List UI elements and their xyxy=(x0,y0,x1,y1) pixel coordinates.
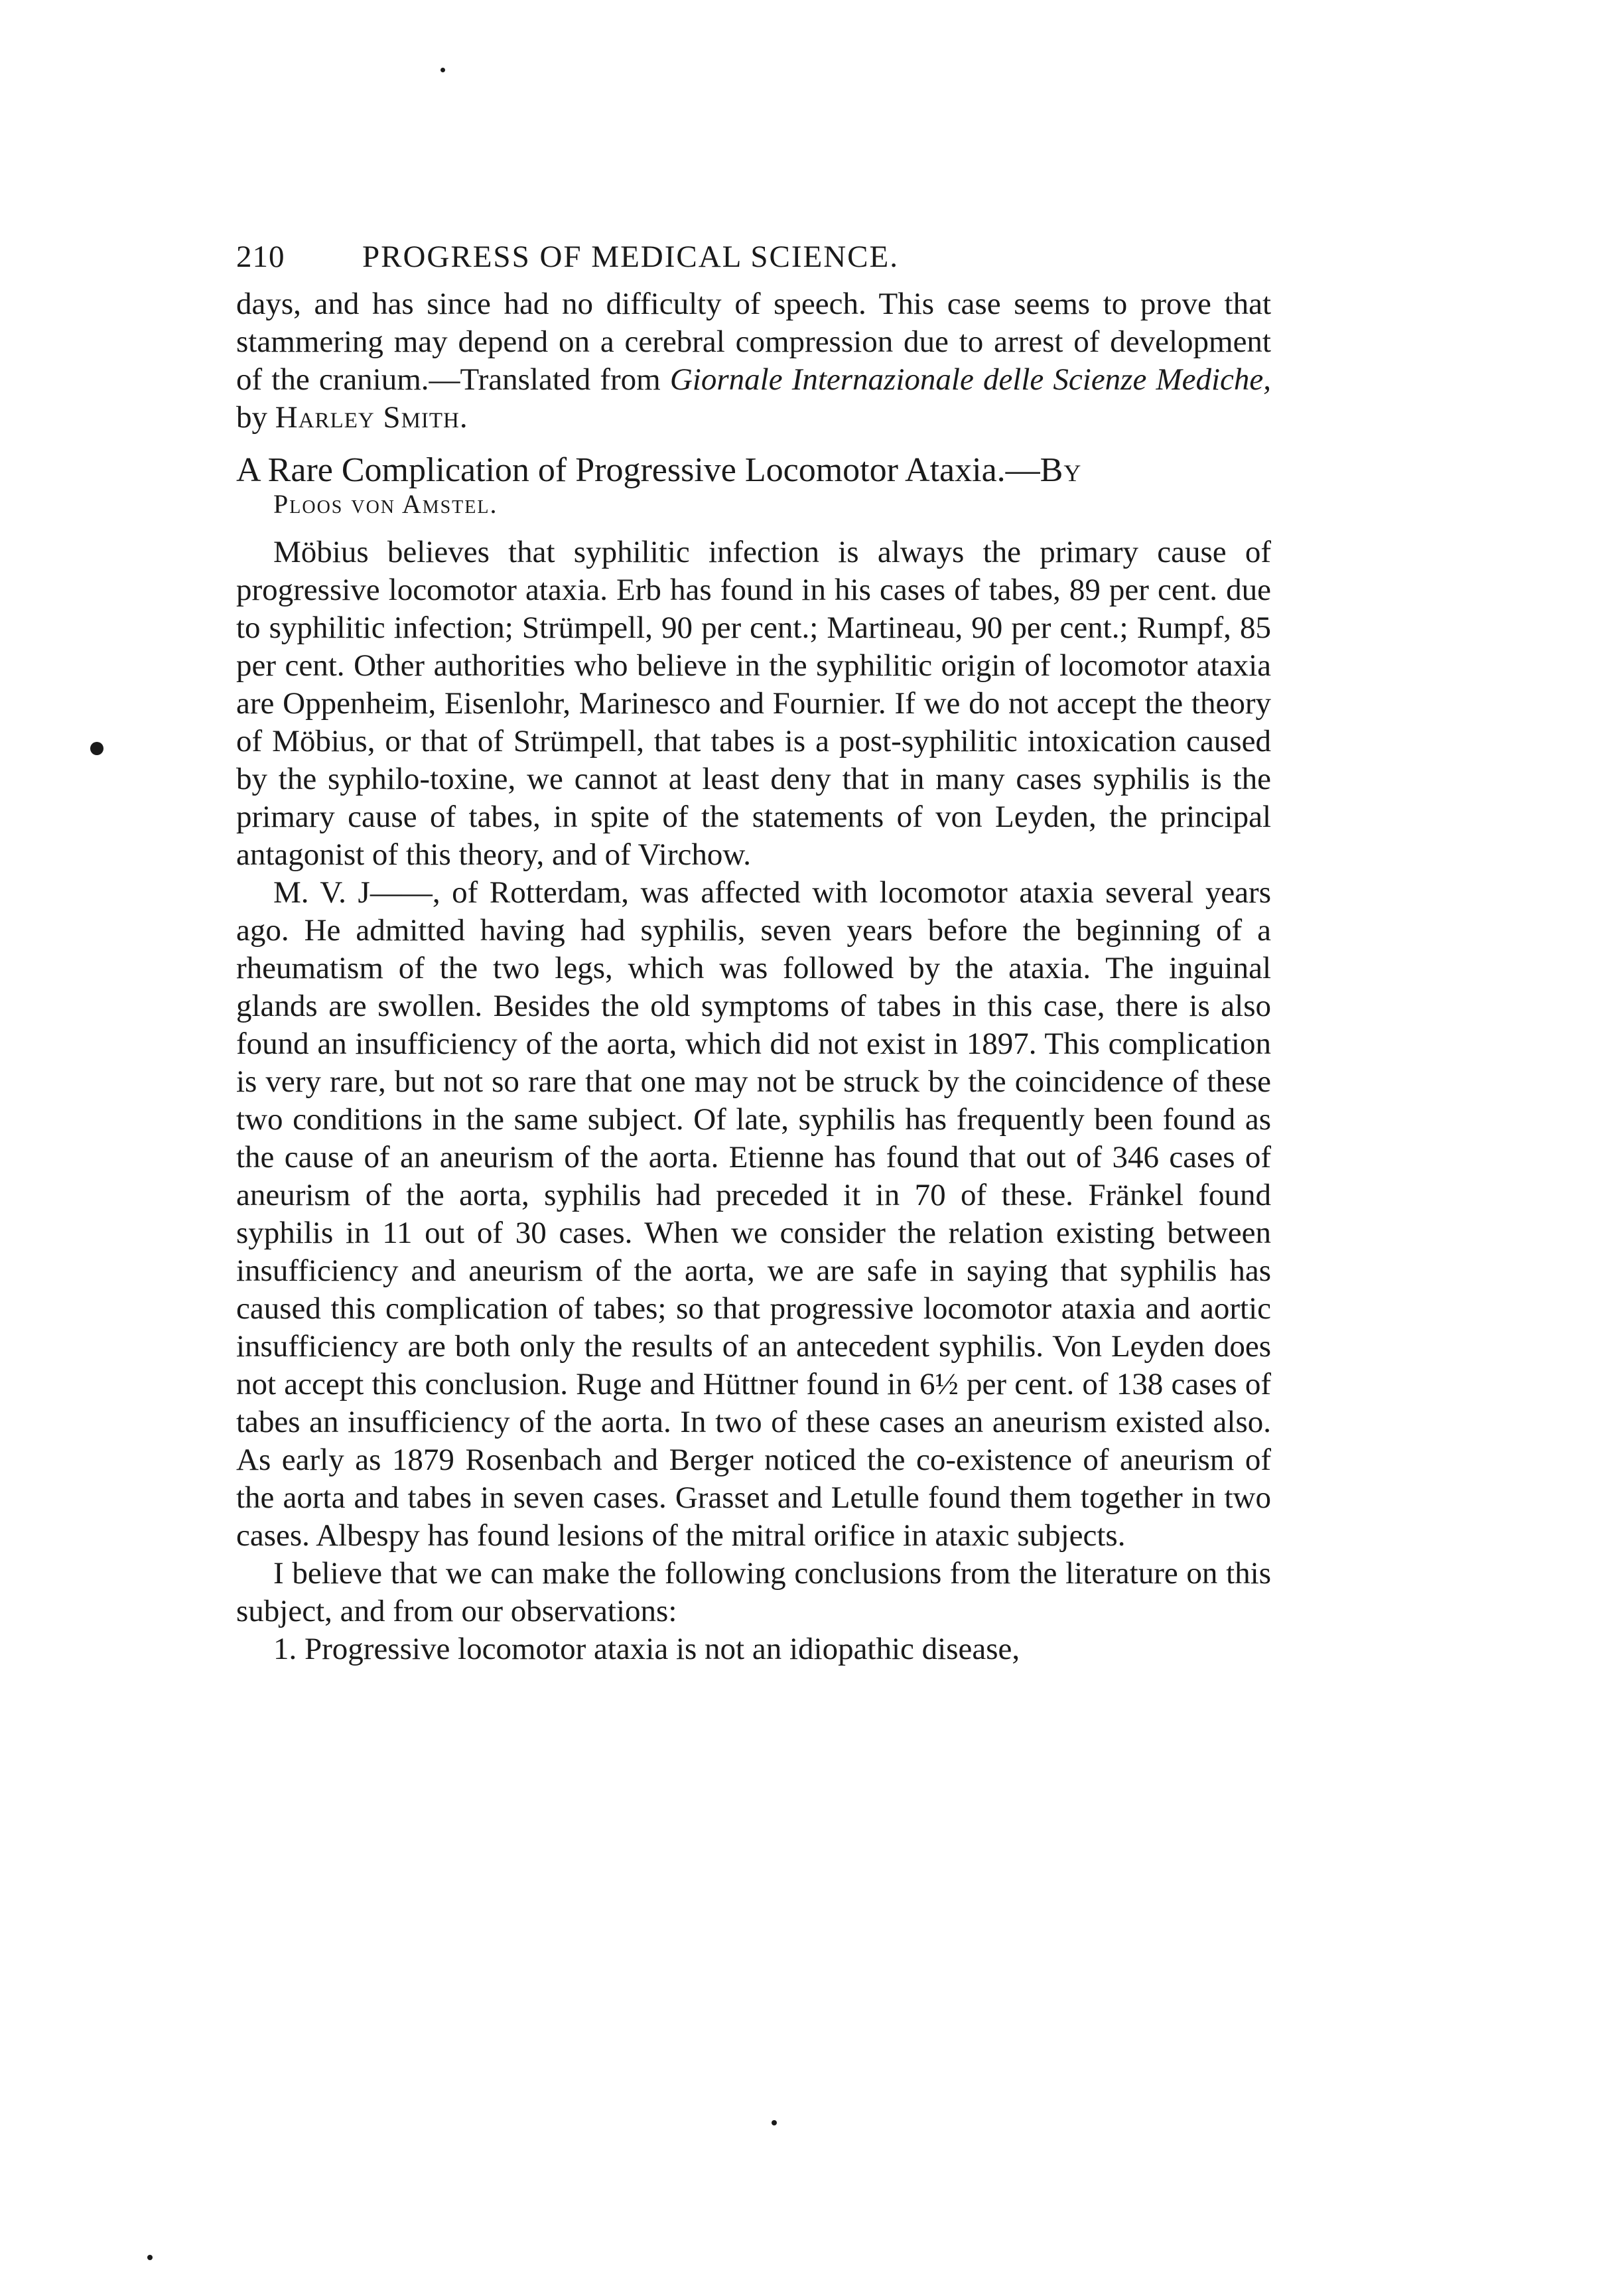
article-title: A Rare Complication of Progressive Locomotor Ataxia.— xyxy=(236,451,1040,489)
byline-by: By xyxy=(1040,451,1082,489)
source-journal: Giornale Internazionale delle Scienze Mediche, xyxy=(669,362,1271,397)
body-paragraph-3: I believe that we can make the following conclusions from the literature on this subject, and from our observations: xyxy=(236,1556,1271,1628)
page-number: 210 xyxy=(236,240,285,274)
body-paragraph-1: Möbius believes that syphilitic infection is always the primary cause of progressive locomotor ataxia. Erb has found in his cases of tabes, 89 per cent. due to syphilitic infection; Strümpell, 90 per cent.; Martineau, 90 per cent.; Rumpf, 85 per cent. Other authorities who believe in the syphilitic origin of locomotor ataxia are Oppenheim, Eisenlohr, Marinesco and Fournier. If we do not accept the theory of Möbius, or that of Strümpell, that tabes is a post-syphilitic intoxication caused by the syphilo-toxine, we cannot at least deny that in many cases syphilis is the primary cause of tabes, in spite of the statements of von Leyden, the principal antagonist of this theory, and of Virchow. xyxy=(236,535,1271,872)
ink-speck-corner xyxy=(147,2255,153,2260)
body-paragraph-2: M. V. J——, of Rotterdam, was affected with locomotor ataxia several years ago. He admitted having had syphilis, seven years before the beginning of a rheumatism of the two legs, which was followed by the ataxia. The inguinal glands are swollen. Besides the old symptoms of tabes in this case, there is also found an insufficiency of the aorta, which did not exist in 1897. This complication is very rare, but not so rare that one may not be struck by the coincidence of these two conditions in the same subject. Of late, syphilis has frequently been found as the cause of an aneurism of the aorta. Etienne has found that out of 346 cases of aneurism of the aorta, syphilis had preceded it in 70 of these. Fränkel found syphilis in 11 out of 30 cases. When we consider the relation existing between insufficiency and aneurism of the aorta, we are safe in saying that syphilis has caused this complication of tabes; so that progressive locomotor ataxia and aortic insufficiency are both only the results of an antecedent syphilis. Von Leyden does not accept this conclusion. Ruge and Hüttner found in 6½ per cent. of 138 cases of tabes an insufficiency of the aorta. In two of these cases an aneurism existed also. As early as 1879 Rosenbach and Berger noticed the co-existence of aneurism of the aorta and tabes in seven cases. Grasset and Letulle found them together in two cases. Albespy has found lesions of the mitral orifice in ataxic subjects. xyxy=(236,875,1271,1553)
running-head xyxy=(236,239,1271,285)
ink-blot-margin xyxy=(90,742,103,755)
conclusion-item-1: 1. Progressive locomotor ataxia is not an idiopathic disease, xyxy=(273,1632,1020,1666)
continuation-paragraph xyxy=(236,285,1271,437)
continuation-text: days, and has since had no difficulty of speech. This case seems to prove that stammering may depend on a cerebral compression due to arrest of development of the cranium.—Translated from xyxy=(236,287,1271,397)
byline-author: Ploos von Amstel. xyxy=(273,489,498,519)
article-body xyxy=(236,534,1271,1668)
by-word: by xyxy=(236,400,267,435)
page xyxy=(236,239,1271,1668)
ink-speck-bottom xyxy=(772,2120,777,2125)
translator-name: Harley Smith. xyxy=(275,400,468,435)
ink-speck-top xyxy=(440,68,445,72)
journal-title: PROGRESS OF MEDICAL SCIENCE. xyxy=(362,240,899,274)
article-heading xyxy=(236,451,1271,519)
